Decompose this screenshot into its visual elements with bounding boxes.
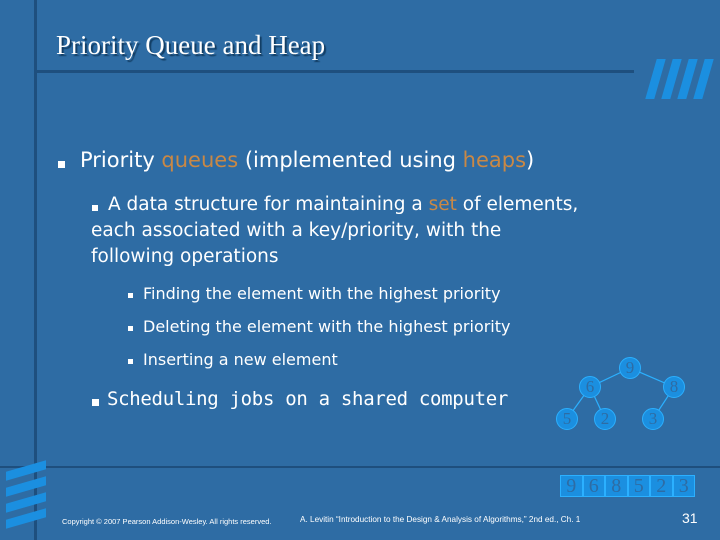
- footer-citation: A. Levitin “Introduction to the Design & Analysis of Algorithms,” 2nd ed., Ch. 1: [300, 515, 581, 524]
- heap-array-cell: 5: [628, 475, 651, 497]
- operation-find: Finding the element with the highest priority: [143, 284, 501, 303]
- bullet1-prefix: Priority: [80, 148, 162, 172]
- heap-array-cell: 2: [650, 475, 673, 497]
- slide-title: Priority Queue and Heap: [56, 30, 326, 60]
- operation-insert: Inserting a new element: [143, 350, 338, 369]
- bullet-scheduling: Scheduling jobs on a shared computer: [107, 388, 509, 410]
- heap-array-cell: 9: [560, 475, 583, 497]
- footer-copyright: Copyright © 2007 Pearson Addison-Wesley. All rights reserved.: [62, 517, 272, 526]
- heap-node-left: 6: [579, 376, 601, 398]
- bullet1-middle: (implemented using: [238, 148, 463, 172]
- heap-node-left-right: 2: [594, 408, 616, 430]
- heap-node-right: 8: [663, 376, 685, 398]
- sub1-line1-pre: A data structure for maintaining a: [108, 194, 429, 215]
- bullet1-queues: queues: [161, 148, 239, 172]
- sub-bullet-line-2: each associated with a key/priority, with the: [91, 220, 502, 241]
- heap-array-cell: 8: [605, 475, 628, 497]
- bullet1-heaps: heaps: [462, 148, 527, 172]
- heap-array: [560, 475, 695, 497]
- sub-bullet-line-3: following operations: [91, 246, 279, 267]
- heap-node-left-left: 5: [556, 408, 578, 430]
- heap-array-cell: 3: [673, 475, 696, 497]
- operation-delete: Deleting the element with the highest priority: [143, 317, 511, 336]
- heap-array-cell: 6: [583, 475, 606, 497]
- heap-node-root: 9: [619, 357, 641, 379]
- heap-node-right-left: 3: [642, 408, 664, 430]
- sub1-set: set: [428, 194, 457, 215]
- sub1-line1-post: of elements,: [456, 194, 579, 215]
- bullet1-suffix: ): [526, 148, 535, 172]
- page-number: 31: [682, 510, 698, 526]
